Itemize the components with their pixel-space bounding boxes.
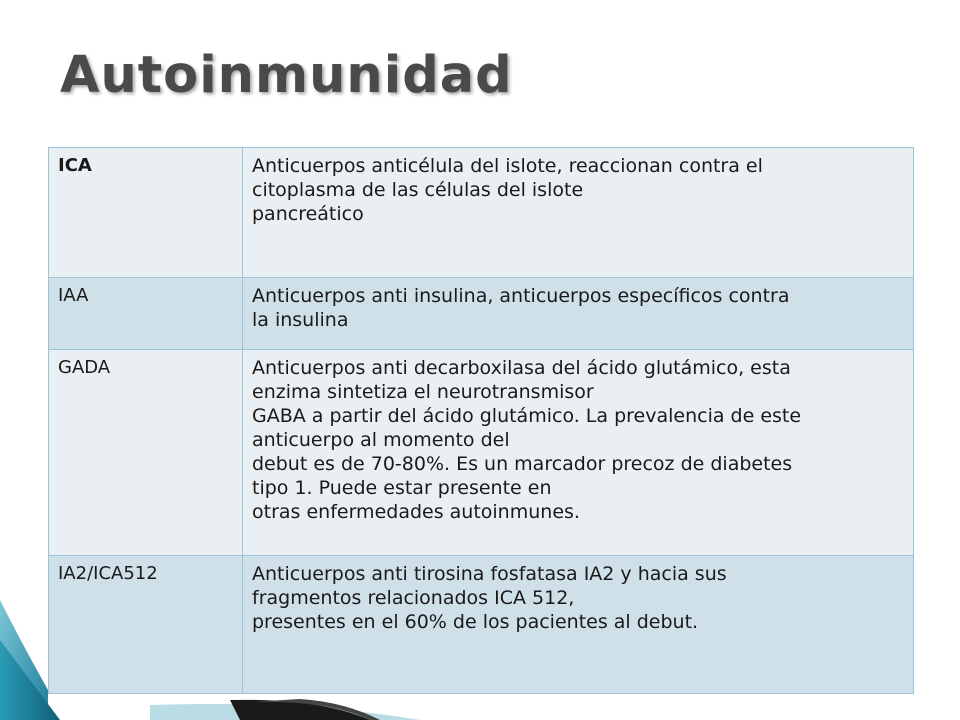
table-row [49, 278, 914, 350]
description-line: Anticuerpos anti insulina, anticuerpos específicos contra [252, 285, 790, 307]
antibody-table-container [48, 147, 914, 693]
description-line: tipo 1. Puede estar presente en [252, 477, 552, 499]
description-line: Anticuerpos anti tirosina fosfatasa IA2 y hacia sus [252, 563, 727, 585]
description-line: otras enfermedades autoinmunes. [252, 501, 580, 523]
slide-title: Autoinmunidad [60, 46, 513, 105]
antibody-table [48, 147, 914, 694]
description-line: Anticuerpos anti decarboxilasa del ácido glutámico, esta [252, 357, 791, 379]
antibody-abbreviation: IA2/ICA512 [49, 556, 243, 694]
antibody-abbreviation: ICA [49, 148, 243, 278]
description-line: citoplasma de las células del islote [252, 179, 584, 201]
description-line: Anticuerpos anticélula del islote, reaccionan contra el [252, 155, 763, 177]
description-line: enzima sintetiza el neurotransmisor [252, 381, 594, 403]
table-row [49, 148, 914, 278]
description-line: pancreático [252, 203, 364, 225]
description-line: debut es de 70-80%. Es un marcador precoz de diabetes [252, 453, 793, 475]
description-line: fragmentos relacionados ICA 512, [252, 587, 575, 609]
description-line: presentes en el 60% de los pacientes al debut. [252, 611, 699, 633]
description-line: anticuerpo al momento del [252, 429, 510, 451]
antibody-description [243, 556, 914, 694]
table-row [49, 350, 914, 556]
table-row [49, 556, 914, 694]
antibody-abbreviation: GADA [49, 350, 243, 556]
antibody-description [243, 148, 914, 278]
antibody-description [243, 350, 914, 556]
description-line: la insulina [252, 309, 349, 331]
antibody-description [243, 278, 914, 350]
antibody-abbreviation: IAA [49, 278, 243, 350]
description-line: GABA a partir del ácido glutámico. La prevalencia de este [252, 405, 802, 427]
